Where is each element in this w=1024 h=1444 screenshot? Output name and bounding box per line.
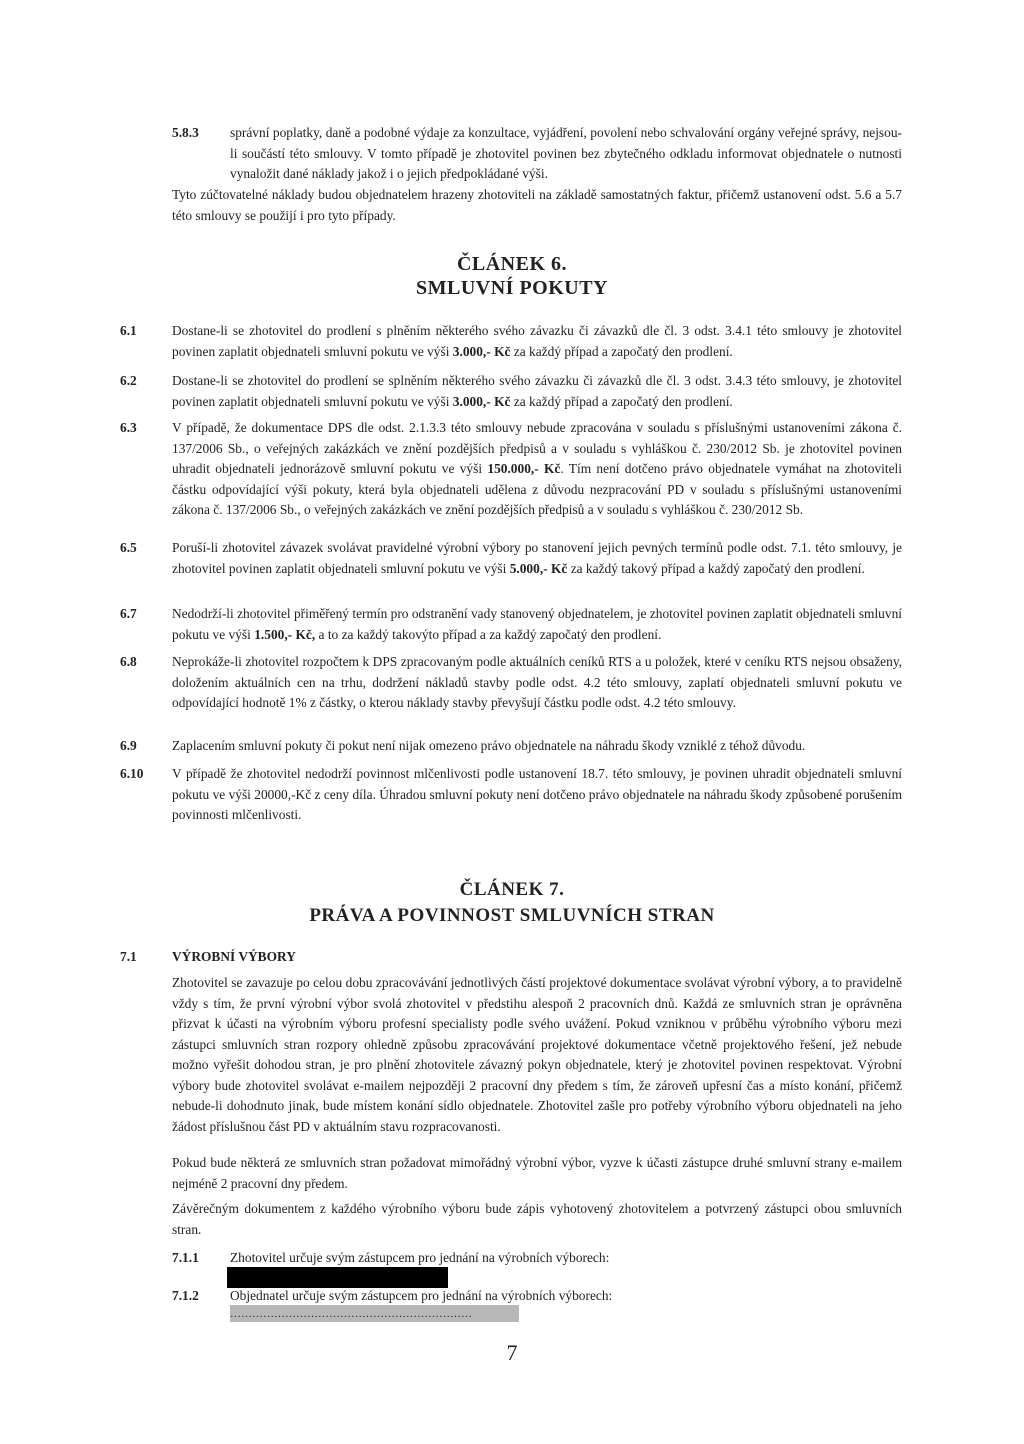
clause-text: Poruší-li zhotovitel závazek svolávat pravidelné výrobní výbory po stanovení jejich pevných termínů podle odst. 7.1. této smlouvy, je zhotovitel povinen zaplatit objednateli smluvní pokutu ve výši 5.000,- Kč za každý takový případ a každý započatý den prodlení. — [172, 540, 902, 576]
article-subtitle: SMLUVNÍ POKUTY — [415, 277, 608, 299]
article-title: ČLÁNEK 6. — [456, 253, 568, 275]
penalty-amount: 3.000,- Kč — [452, 343, 511, 359]
clause-number: 6.7 — [120, 606, 137, 621]
clause-number: 6.10 — [120, 766, 144, 781]
section-number: 7.1 — [120, 949, 137, 964]
clause-text: V případě že zhotovitel nedodrží povinnost mlčenlivosti podle ustanovení 18.7. této smlouvy, je povinen uhradit objednateli smluvní pokutu ve výši 20000,-Kč z ceny díla. Úhradou smluvní pokuty není dotčeno právo objednatele na náhradu škody způsobené porušením povinnosti mlčenlivosti. — [172, 766, 902, 822]
dotted-placeholder: ………………………………………………………… — [230, 1308, 472, 1320]
page-number: 7 — [506, 1340, 518, 1365]
penalty-amount: 5.000,- Kč — [509, 560, 568, 576]
clause-text: Neprokáže-li zhotovitel rozpočtem k DPS zpracovaným podle aktuálních ceníků RTS a u položek, které v ceníku RTS nejsou obsaženy, doložením aktuálních cen na trhu, dodržení nákladů stavby podle odst. 4.2 této smlouvy, zaplatí objednateli smluvní pokutu ve odpovídající hodnotě 1% z částky, o kterou náklady stavby převyšují částku podle odst. 4.2 této smlouvy. — [172, 654, 902, 710]
redaction-bar — [227, 1267, 448, 1288]
clause-number: 7.1.1 — [172, 1250, 199, 1265]
article-title: ČLÁNEK 7. — [459, 879, 565, 900]
clause-number: 6.5 — [120, 540, 137, 555]
clause-number: 5.8.3 — [172, 125, 199, 140]
clause-text: V případě, že dokumentace DPS dle odst. 2.1.3.3 této smlouvy nebude zpracována v souladu s příslušnými ustanoveními zákona č. 137/2006 Sb., o veřejných zakázkách ve znění pozdějších předpisů a v souladu s vyhláškou č. 230/2012 Sb. je zhotovitel povinen uhradit objednateli jednorázově smluvní pokutu ve výši 150.000,- Kč. Tím není dotčeno právo objednatele vymáhat na zhotoviteli částku odpovídající výši pokuty, která byla objednateli udělena z důvodu nezpracování PD v souladu s příslušnými ustanoveními zákona č. 137/2006 Sb., o veřejných zakázkách ve znění pozdějších předpisů a v souladu s vyhláškou č. 230/2012 Sb. — [172, 420, 902, 517]
clause-text: Dostane-li se zhotovitel do prodlení s plněním některého svého závazku či závazků dle čl. 3 odst. 3.4.1 této smlouvy je zhotovitel povinen zaplatit objednateli smluvní pokutu ve výši 3.000,- Kč za každý případ a započatý den prodlení. — [172, 323, 902, 359]
penalty-amount: 3.000,- Kč — [452, 393, 511, 409]
paragraph: Pokud bude některá ze smluvních stran požadovat mimořádný výrobní výbor, vyzve k účasti zástupce druhé smluvní strany e-mailem nejméně 2 pracovní dny předem. — [172, 1155, 902, 1191]
clause-number: 6.2 — [120, 373, 137, 388]
paragraph: Tyto zúčtovatelné náklady budou objednatelem hrazeny zhotoviteli na základě samostatných faktur, přičemž ustanovení odst. 5.6 a 5.7 této smlouvy se použijí i pro tyto případy. — [172, 187, 902, 223]
paragraph: Zhotovitel se zavazuje po celou dobu zpracovávání jednotlivých částí projektové dokumentace svolávat výrobní výbory, a to pravidelně vždy s tím, že první výrobní výbor svolá zhotovitel v předstihu alespoň 2 pracovních dnů. Každá ze smluvních stran je oprávněna přizvat k účasti na výrobním výboru profesní specialisty podle svého uvážení. Pokud vzniknou v průběhu výrobního výboru mezi zástupci smluvních stran rozpory ohledně způsobu zpracovávání projektové dokumentace včetně projektového řešení, jež nebude možno vyřešit dohodou stran, je pro plnění zhotovitele závazný pokyn objednatele, který je zhotovitel povinen respektovat. Výrobní výbory bude zhotovitel svolávat e-mailem nejpozději 2 pracovní dny předem s tím, že zároveň upřesní čas a místo konání, přičemž nebude-li dohodnuto jinak, bude místem konání sídlo objednatele. Zhotovitel zašle pro potřeby výrobního výboru objednateli na jeho žádost příslušnou část PD v aktuálním stavu rozpracovanosti. — [172, 975, 902, 1134]
penalty-amount: 1.500,- Kč, — [254, 626, 316, 642]
article-subtitle: PRÁVA A POVINNOST SMLUVNÍCH STRAN — [309, 905, 715, 926]
clause-number: 6.3 — [120, 420, 137, 435]
clause-text: Objednatel určuje svým zástupcem pro jednání na výrobních výborech: — [230, 1288, 613, 1303]
clause-number: 7.1.2 — [172, 1288, 199, 1303]
clause-text: Zhotovitel určuje svým zástupcem pro jednání na výrobních výborech: — [230, 1250, 610, 1265]
clause-text: Zaplacením smluvní pokuty či pokut není nijak omezeno právo objednatele na náhradu škody vzniklé z téhož důvodu. — [172, 738, 806, 753]
clause-text: správní poplatky, daně a podobné výdaje za konzultace, vyjádření, povolení nebo schvalování orgány veřejné správy, nejsou-li součástí této smlouvy. V tomto případě je zhotovitel povinen bez zbytečného odkladu informovat objednatele o nutnosti vynaložit dané náklady jakož i o jejich předpokládané výši. — [230, 125, 902, 181]
clause-number: 6.8 — [120, 654, 137, 669]
clause-number: 6.9 — [120, 738, 137, 753]
clause-text: Dostane-li se zhotovitel do prodlení se splněním některého svého závazku či závazků dle čl. 3 odst. 3.4.3 této smlouvy, je zhotovitel povinen zaplatit objednateli smluvní pokutu ve výši 3.000,- Kč za každý případ a započatý den prodlení. — [172, 373, 902, 409]
clause-number: 6.1 — [120, 323, 137, 338]
clause-text: Nedodrží-li zhotovitel přiměřený termín pro odstranění vady stanovený objednatelem, je zhotovitel povinen zaplatit objednateli smluvní pokutu ve výši 1.500,- Kč, a to za každý takovýto případ a za každý započatý den prodlení. — [172, 606, 902, 642]
section-heading: VÝROBNÍ VÝBORY — [172, 949, 296, 964]
penalty-amount: 150.000,- Kč — [487, 461, 561, 476]
paragraph: Závěrečným dokumentem z každého výrobního výboru bude zápis vyhotovený zhotovitelem a potvrzený zástupci obou smluvních stran. — [172, 1201, 902, 1237]
